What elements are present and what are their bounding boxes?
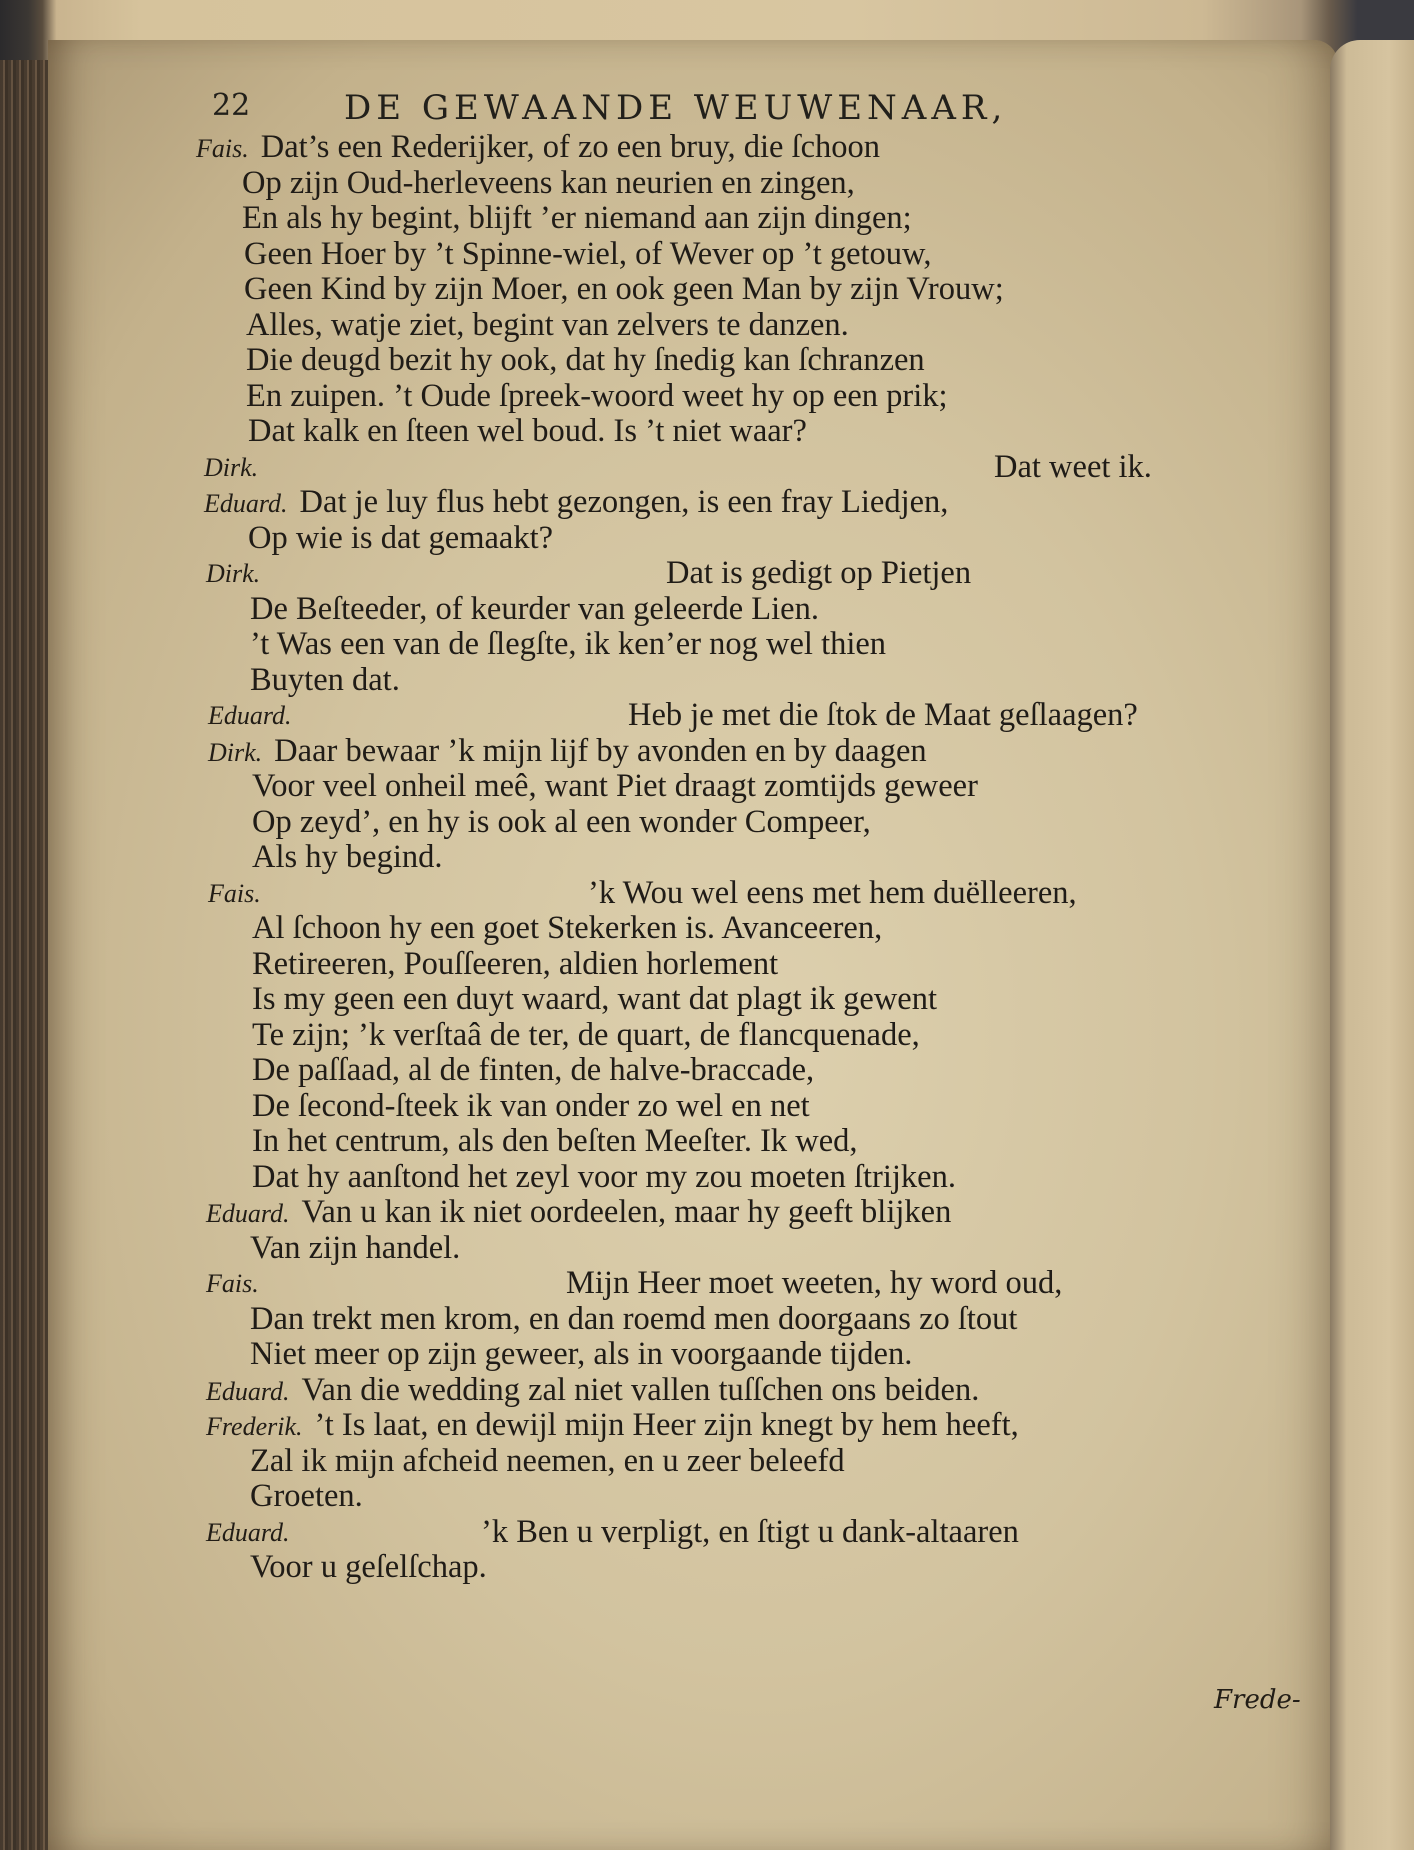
play-text	[196, 129, 1270, 1586]
catchword: Frede-	[1214, 1685, 1301, 1715]
text-line	[200, 272, 1260, 308]
text-line	[206, 1444, 1266, 1480]
text-line	[208, 840, 1268, 876]
book-spine-edge	[0, 60, 55, 1850]
verse-continuation: Dat weet ik.	[994, 448, 1152, 485]
text-line	[208, 1018, 1268, 1054]
verse-continuation: Mijn Heer moet weeten, hy word oud,	[566, 1265, 1063, 1301]
text-line	[206, 556, 1266, 592]
text-line	[206, 1195, 1266, 1231]
text-line	[206, 1266, 1266, 1302]
text-line	[208, 911, 1268, 947]
verse-text: Op zeyd’, en hy is ook al een wonder Compeer,	[252, 803, 871, 840]
verse-text: ’t Is laat, en dewijl mijn Heer zijn knegt by hem heeft,	[314, 1407, 1019, 1443]
text-line	[206, 627, 1266, 663]
verse-text: Van u kan ik niet oordeelen, maar hy geeft blijken	[301, 1194, 952, 1230]
verse-text: En als hy begint, blijft ’er niemand aan zijn dingen;	[242, 200, 912, 236]
verse-text: Geen Kind by zijn Moer, en ook geen Man by zijn Vrouw;	[244, 271, 1004, 307]
text-line	[202, 379, 1262, 415]
text-line	[208, 1089, 1268, 1125]
text-line	[206, 663, 1266, 699]
running-title: DE GEWAANDE WEUWENAAR,	[344, 88, 1008, 128]
verse-text: De paſſaad, al de finten, de halve-braccade,	[252, 1052, 815, 1088]
page-number: 22	[212, 88, 251, 123]
text-line	[204, 485, 1264, 521]
text-line	[208, 698, 1268, 734]
verse-text: Op zijn Oud-herleveens kan neurien en zingen,	[242, 164, 855, 201]
verse-text: Al ſchoon hy een goet Stekerken is. Avanceeren,	[252, 910, 883, 946]
verse-text: ’t Was een van de ſlegſte, ik ken’er nog wel thien	[250, 626, 887, 662]
verse-text: In het centrum, als den beſten Meeſter. Ik wed,	[252, 1123, 858, 1159]
verse-text: Retireeren, Pouſſeeren, aldien horlement	[252, 945, 779, 982]
text-line	[204, 414, 1264, 450]
verse-text: Voor u geſelſchap.	[250, 1549, 487, 1585]
text-line	[202, 308, 1262, 344]
verse-text: Van die wedding zal niet vallen tuſſchen ons beiden.	[301, 1371, 980, 1408]
text-line	[208, 1053, 1268, 1089]
verse-text: Voor veel onheil meê, want Piet draagt zomtijds geweer	[252, 768, 978, 804]
text-line	[200, 237, 1260, 273]
verse-continuation: Dat is gedigt op Pietjen	[666, 555, 972, 591]
verse-text: Dat je luy flus hebt gezongen, is een fray Liedjen,	[299, 484, 949, 520]
verse-text: Daar bewaar ’k mijn lijf by avonden en by daagen	[274, 732, 927, 769]
text-line	[198, 166, 1258, 202]
verse-text: Dat hy aanſtond het zeyl voor my zou moeten ſtrijken.	[252, 1158, 956, 1195]
text-line	[208, 947, 1268, 983]
text-line	[208, 876, 1268, 912]
text-line	[206, 592, 1266, 628]
verse-text: Op wie is dat gemaakt?	[248, 519, 554, 556]
speaker-name: Fais.	[206, 1269, 259, 1298]
verse-text: Zal ik mijn afcheid neemen, en u zeer beleefd	[250, 1442, 845, 1479]
text-line	[202, 343, 1262, 379]
text-line	[208, 769, 1268, 805]
speaker-name: Dirk.	[208, 737, 263, 767]
verse-text: Buyten dat.	[250, 661, 400, 698]
text-line	[206, 1337, 1266, 1373]
text-line	[208, 734, 1268, 770]
verse-text: Van zijn handel.	[250, 1229, 461, 1266]
verse-text: Niet meer op zijn geweer, als in voorgaande tijden.	[250, 1336, 913, 1372]
speaker-name: Eduard.	[204, 489, 288, 518]
speaker-name: Frederik.	[206, 1412, 303, 1441]
text-line	[208, 1124, 1268, 1160]
verse-text: Groeten.	[250, 1478, 363, 1514]
text-line	[206, 1550, 1266, 1586]
verse-text: Dan trekt men krom, en dan roemd men doorgaans zo ſtout	[250, 1300, 1018, 1337]
verse-text: De Beſteeder, of keurder van geleerde Lien.	[250, 590, 819, 627]
speaker-name: Fais.	[208, 878, 261, 908]
text-line	[198, 201, 1258, 237]
verse-continuation: ’k Wou wel eens met hem duëlleeren,	[588, 874, 1077, 911]
speaker-name: Dirk.	[204, 452, 259, 482]
verse-text: De ſecond-ſteek ik van onder zo wel en net	[252, 1087, 810, 1124]
verse-text: Dat kalk en ſteen wel boud. Is ’t niet waar?	[248, 413, 807, 449]
verse-text: En zuipen. ’t Oude ſpreek-woord weet hy op een prik;	[246, 377, 948, 414]
verse-text: Te zijn; ’k verſtaâ de ter, de quart, de flancquenade,	[252, 1016, 920, 1053]
facing-page-edge	[1330, 40, 1414, 1850]
verse-continuation: Heb je met die ſtok de Maat geſlaagen?	[628, 697, 1138, 733]
speaker-name: Fais.	[196, 134, 249, 163]
verse-text: Die deugd bezit hy ook, dat hy ſnedig kan ſchranzen	[246, 342, 925, 378]
speaker-name: Eduard.	[206, 1376, 290, 1406]
text-line	[206, 1302, 1266, 1338]
speaker-name: Dirk.	[206, 559, 261, 588]
verse-text: Is my geen een duyt waard, want dat plagt ik gewent	[252, 981, 937, 1017]
text-line	[204, 521, 1264, 557]
text-line	[204, 450, 1264, 486]
text-line	[208, 982, 1268, 1018]
text-line	[206, 1231, 1266, 1267]
verse-text: Geen Hoer by ’t Spinne-wiel, of Wever op ’t getouw,	[244, 235, 932, 272]
text-line	[208, 805, 1268, 841]
verse-text: Als hy begind.	[252, 839, 443, 875]
text-line	[206, 1515, 1266, 1551]
verse-text: Alles, watje ziet, begint van zelvers te danzen.	[246, 306, 849, 343]
verse-text: Dat’s een Rederijker, of zo een bruy, die ſchoon	[260, 129, 881, 165]
text-line	[208, 1160, 1268, 1196]
speaker-name: Eduard.	[208, 701, 292, 730]
text-line	[206, 1479, 1266, 1515]
verse-continuation: ’k Ben u verpligt, en ſtigt u dank-altaaren	[481, 1513, 1019, 1550]
speaker-name: Eduard.	[206, 1517, 290, 1547]
text-line	[206, 1408, 1266, 1444]
speaker-name: Eduard.	[206, 1199, 290, 1228]
text-line	[206, 1373, 1266, 1409]
text-line	[196, 130, 1256, 166]
